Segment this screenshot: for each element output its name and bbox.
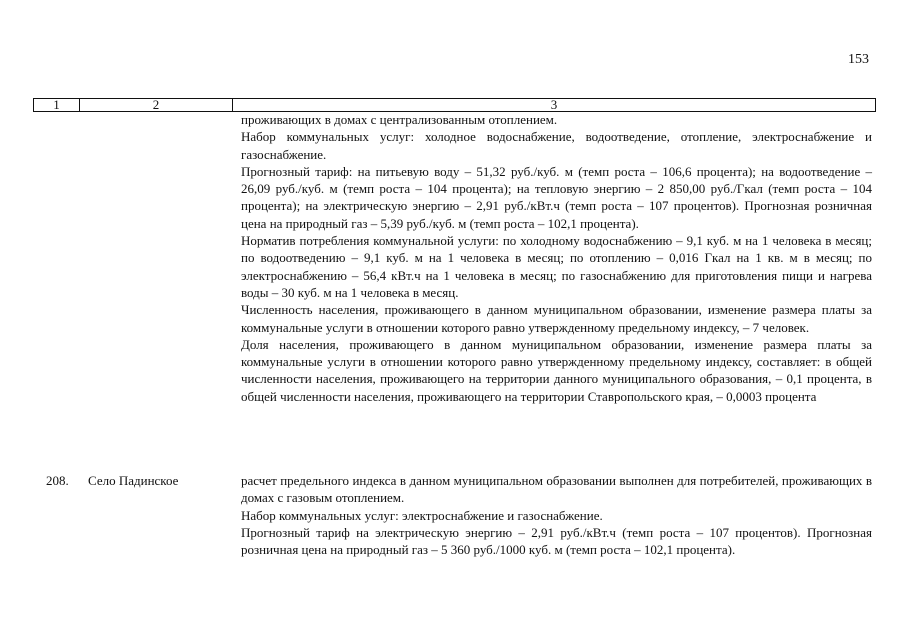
continued-entry-text [241,111,872,405]
paragraph: Численность населения, проживающего в данном муниципальном образовании, изменение размера платы за коммунальные услуги в отношении которого равно утвержденному предельному индексу, – 7 человек. [241,302,872,335]
paragraph: Набор коммунальных услуг: электроснабжение и газоснабжение. [241,507,603,523]
paragraph: проживающих в домах с централизованным отоплением. [241,112,558,127]
page-number: 153 [848,52,869,67]
header-col-3: 3 [550,97,558,112]
header-col-1: 1 [34,99,80,111]
paragraph: Прогнозный тариф на электрическую энергию – 2,91 руб./кВт.ч (темп роста – 107 процентов). Прогнозная розничная цена на природный газ – 5 360 руб./1000 куб. м (темп роста – 102,1 процента). [241,524,872,558]
entry-number: 208. [46,473,69,488]
header-col-2: 2 [80,99,233,111]
paragraph: Набор коммунальных услуг: холодное водоснабжение, водоотведение, отопление, электроснабжение и газоснабжение. [241,129,872,162]
paragraph: Прогнозный тариф: на питьевую воду – 51,32 руб./куб. м (темп роста – 106,6 процента); на водоотведение – 26,09 руб./куб. м (темп роста – 104 процента); на тепловую энергию – 2 850,00 руб./Гкал (темп роста – 104 процента); на электрическую энергию – 2,91 руб./кВт.ч (темп роста – 107 процентов). Прогнозная розничная цена на природный газ – 5,39 руб./куб. м (темп роста – 102,1 процента). [241,163,872,231]
entry-208-text [241,472,872,558]
entry-name: Село Падинское [88,473,179,488]
paragraph: Норматив потребления коммунальной услуги: по холодному водоснабжению – 9,1 куб. м на 1 человека в месяц; по водоотведению – 9,1 куб. м на 1 человека в месяц; по отоплению – 0,016 Гкал на 1 кв. м в месяц; по электроснабжению – 56,4 кВт.ч на 1 человека в месяц; по газоснабжению для приготовления пищи и нагрева воды – 30 куб. м на 1 человека в месяц. [241,233,872,300]
paragraph: Доля населения, проживающего в данном муниципальном образовании, изменение размера платы за коммунальные услуги в отношении которого равно утвержденному предельному индексу, составляет: в общей численности населения, проживающего на территории данного муниципального образования, – 0,1 процента, в общей численности населения, проживающего на территории Ставропольского края, – 0,0003 процента [241,336,872,404]
table-header-row [33,98,876,112]
paragraph: расчет предельного индекса в данном муниципальном образовании выполнен для потребителей, проживающих в домах с газовым отоплением. [241,473,872,506]
